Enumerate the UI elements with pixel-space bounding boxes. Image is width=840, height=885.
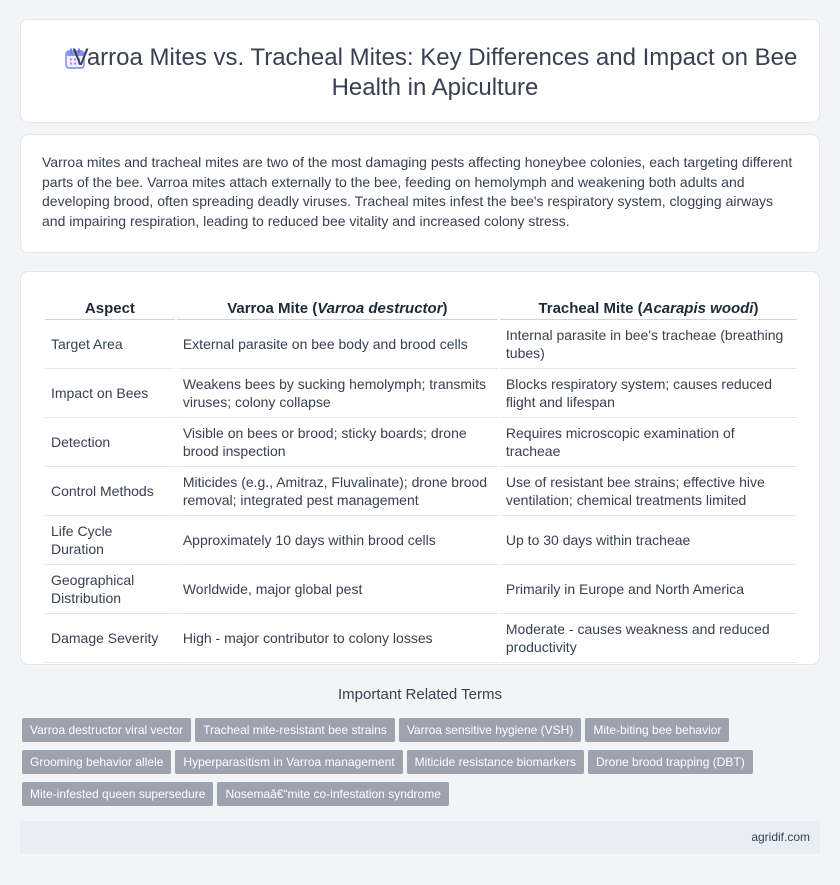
related-term-tag[interactable]: Tracheal mite-resistant bee strains xyxy=(195,718,395,742)
cell-aspect: Geographical Distribution xyxy=(45,565,175,614)
intro-paragraph: Varroa mites and tracheal mites are two of the most damaging pests affecting honeybee colonies, each targeting different parts of the bee. Varroa mites attach externally to the bee, feeding on hemolymph and weakening both adults and developing brood, often spreading deadly viruses. Tracheal mites infest the bee's respiratory system, clogging airways and impairing respiration, leading to reduced bee vitality and increased colony stress. xyxy=(42,154,793,229)
cell-tracheal: Blocks respiratory system; causes reduced flight and lifespan xyxy=(500,369,797,418)
intro-card xyxy=(20,134,820,253)
cell-varroa: Approximately 10 days within brood cells xyxy=(177,516,498,565)
cell-aspect: Control Methods xyxy=(45,467,175,516)
cell-varroa: Worldwide, major global pest xyxy=(177,565,498,614)
cell-tracheal: Requires microscopic examination of tracheae xyxy=(500,418,797,467)
header-varroa-suffix: ) xyxy=(442,300,448,317)
cell-aspect: Target Area xyxy=(45,320,175,369)
table-header-row xyxy=(45,294,797,320)
cell-tracheal: Moderate - causes weakness and reduced productivity xyxy=(500,614,797,663)
cell-varroa: Weakens bees by sucking hemolymph; transmits viruses; colony collapse xyxy=(177,369,498,418)
related-term-tag[interactable]: Mite-biting bee behavior xyxy=(585,718,729,742)
related-term-tag[interactable]: Hyperparasitism in Varroa management xyxy=(175,750,402,774)
header-tracheal xyxy=(500,294,797,320)
header-tracheal-suffix: ) xyxy=(753,300,759,317)
related-term-tag[interactable]: Grooming behavior allele xyxy=(22,750,171,774)
cell-aspect: Life Cycle Duration xyxy=(45,516,175,565)
table-row xyxy=(45,467,797,516)
header-tracheal-scientific: Acarapis woodi xyxy=(642,300,754,317)
cell-aspect: Impact on Bees xyxy=(45,369,175,418)
related-term-tag[interactable]: Miticide resistance biomarkers xyxy=(407,750,584,774)
table-row xyxy=(45,369,797,418)
cell-tracheal: Primarily in Europe and North America xyxy=(500,565,797,614)
related-term-tag[interactable]: Varroa sensitive hygiene (VSH) xyxy=(399,718,582,742)
table-row xyxy=(45,614,797,663)
related-term-tag[interactable]: Nosemaâ€“mite co-infestation syndrome xyxy=(217,782,448,806)
related-term-tag[interactable]: Drone brood trapping (DBT) xyxy=(588,750,753,774)
cell-varroa: External parasite on bee body and brood cells xyxy=(177,320,498,369)
table-row xyxy=(45,516,797,565)
footer-site-link[interactable]: agridif.com xyxy=(751,830,810,844)
cell-varroa: High - major contributor to colony losses xyxy=(177,614,498,663)
related-term-tag[interactable]: Mite-infested queen supersedure xyxy=(22,782,213,806)
header-tracheal-prefix: Tracheal Mite ( xyxy=(538,300,643,317)
header-varroa xyxy=(177,294,498,320)
title-card xyxy=(20,19,820,123)
cell-tracheal: Use of resistant bee strains; effective hive ventilation; chemical treatments limited xyxy=(500,467,797,516)
comparison-table-card xyxy=(20,271,820,665)
header-aspect: Aspect xyxy=(45,294,175,320)
cell-aspect: Damage Severity xyxy=(45,614,175,663)
header-varroa-prefix: Varroa Mite ( xyxy=(227,300,318,317)
related-term-tag[interactable]: Varroa destructor viral vector xyxy=(22,718,191,742)
cell-tracheal: Internal parasite in bee's tracheae (breathing tubes) xyxy=(500,320,797,369)
cell-varroa: Miticides (e.g., Amitraz, Fluvalinate); drone brood removal; integrated pest management xyxy=(177,467,498,516)
comparison-table xyxy=(43,294,799,663)
cell-aspect: Detection xyxy=(45,418,175,467)
table-row xyxy=(45,320,797,369)
page-title: Varroa Mites vs. Tracheal Mites: Key Differences and Impact on Bee Health in Apiculture xyxy=(72,44,798,101)
related-terms-title: Important Related Terms xyxy=(338,686,502,703)
table-row xyxy=(45,565,797,614)
header-varroa-scientific: Varroa destructor xyxy=(317,300,443,317)
cell-varroa: Visible on bees or brood; sticky boards; drone brood inspection xyxy=(177,418,498,467)
table-row xyxy=(45,418,797,467)
cell-tracheal: Up to 30 days within tracheae xyxy=(500,516,797,565)
related-terms-list xyxy=(22,718,822,814)
footer-bar xyxy=(20,821,820,854)
